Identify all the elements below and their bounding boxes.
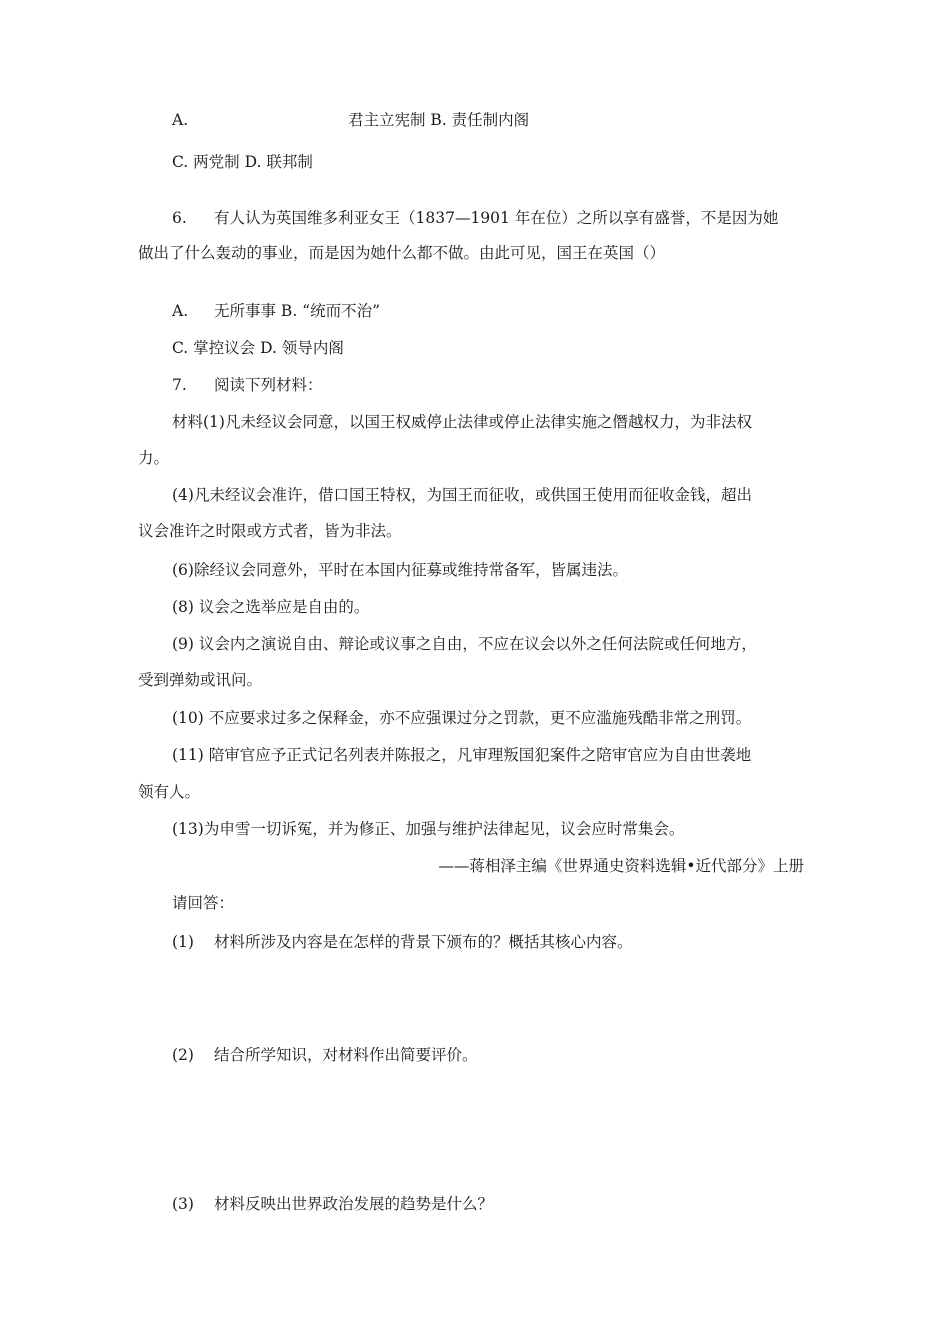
- sub-question-text: 材料所涉及内容是在怎样的背景下颁布的？概括其核心内容。: [214, 933, 633, 951]
- q6-number: 6.: [172, 209, 187, 227]
- answer-prompt: 请回答：: [172, 894, 235, 912]
- material-line: 材料(1)凡未经议会同意，以国王权威停止法律或停止法律实施之僭越权力，为非法权: [172, 413, 752, 431]
- sub-question-3: [172, 1194, 493, 1214]
- sub-question-text: 材料反映出世界政治发展的趋势是什么？: [214, 1195, 494, 1213]
- material-line: (9) 议会内之演说自由、辩论或议事之自由，不应在议会以外之任何法院或任何地方，: [172, 635, 757, 653]
- q7-number: 7.: [172, 376, 187, 394]
- q5-option-a-b: [172, 110, 529, 130]
- q6-stem-text1: 有人认为英国维多利亚女王（1837—1901 年在位）之所以享有盛誉，不是因为她: [214, 209, 779, 227]
- sub-question-number: (3): [172, 1195, 194, 1213]
- q6-option-a-label: A.: [172, 302, 189, 320]
- material-line: (8) 议会之选举应是自由的。: [172, 598, 370, 616]
- q7-prompt: 阅读下列材料：: [214, 376, 323, 394]
- q6-stem-line2: 做出了什么轰动的事业，而是因为她什么都不做。由此可见，国王在英国（）: [138, 244, 666, 262]
- material-line: 议会准许之时限或方式者，皆为非法。: [138, 522, 402, 540]
- sub-question-number: (2): [172, 1046, 194, 1064]
- material-line: (10) 不应要求过多之保释金，亦不应强课过分之罚款，更不应滥施残酷非常之刑罚。: [172, 709, 752, 727]
- q5-option-a-label: A.: [172, 111, 189, 129]
- material-line: 力。: [138, 449, 170, 467]
- q7-header: [172, 375, 323, 395]
- material-line: (4)凡未经议会准许，借口国王特权，为国王而征收，或供国王使用而征收金钱，超出: [172, 486, 752, 504]
- material-line: (13)为申雪一切诉冤，并为修正、加强与维护法律起见，议会应时常集会。: [172, 820, 685, 838]
- material-line: (11) 陪审官应予正式记名列表并陈报之，凡审理叛国犯案件之陪审官应为自由世袭地: [172, 746, 752, 764]
- material-line: 领有人。: [138, 783, 201, 801]
- sub-question-text: 结合所学知识，对材料作出简要评价。: [214, 1046, 478, 1064]
- q5-option-a-b-text: 君主立宪制 B. 责任制内阁: [348, 111, 530, 129]
- material-line: 受到弹劾或讯问。: [138, 671, 263, 689]
- q6-option-c-d: C. 掌控议会 D. 领导内阁: [172, 339, 344, 357]
- sub-question-number: (1): [172, 933, 194, 951]
- q5-option-c-d: C. 两党制 D. 联邦制: [172, 153, 313, 171]
- q6-option-a-b-text: 无所事事 B. “统而不治”: [214, 302, 381, 320]
- q6-option-a-b: [172, 301, 380, 321]
- sub-question-1: [172, 932, 633, 952]
- material-source: ——蒋相泽主编《世界通史资料选辑•近代部分》上册: [438, 857, 804, 875]
- sub-question-2: [172, 1045, 478, 1065]
- q6-stem-line1: [172, 208, 778, 228]
- material-line: (6)除经议会同意外，平时在本国内征募或维持常备军，皆属违法。: [172, 561, 628, 579]
